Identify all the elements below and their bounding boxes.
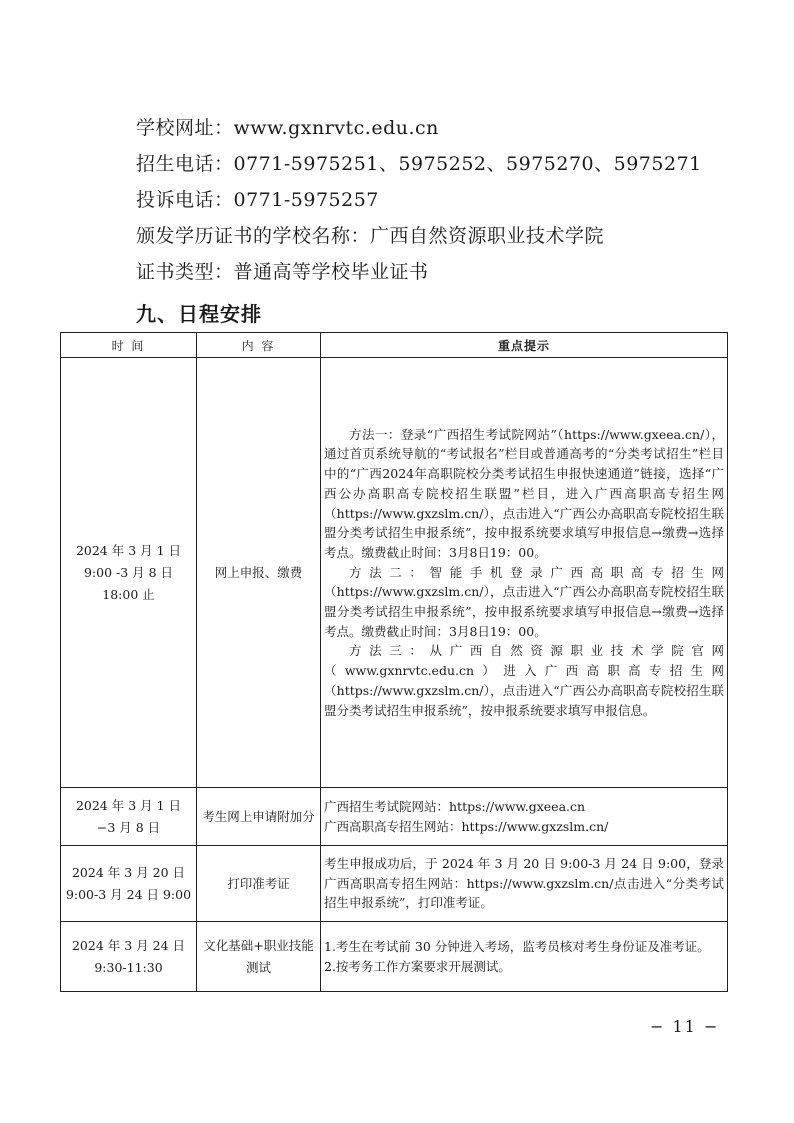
row-time: 2024 年 3 月 1 日 9:00 -3 月 8 日 18:00 止 <box>61 358 197 788</box>
section-title: 九、日程安排 <box>136 302 262 326</box>
school-info <box>136 110 756 290</box>
row-content: 考生网上申请附加分 <box>197 788 321 846</box>
table-row <box>61 358 728 788</box>
row-time <box>61 788 197 846</box>
hint-item-1: 1.考生在考试前 30 分钟进入考场，监考员核对考生身份证及准考证。 <box>324 938 710 954</box>
hint-method-1: 方法一：登录“广西招生考试院网站”（https://www.gxeea.cn/），通过首页系统导航的“考试报名”栏目或普通高考的“分类考试招生”栏目中的“广西2024年高职院校分类考试招生申报快速通道”链接，选择“广西公办高职高专院校招生联盟”栏目，进入广西高职高专招生网（https://www.gxzslm.cn/），点击进入“广西公办高职高专院校招生联盟分类考试招生申报系统”，按申报系统要求填写申报信息→缴费→选择考点。缴费截止时间：3月8日19：00。 <box>324 426 724 560</box>
header-content: 内 容 <box>197 333 321 358</box>
phone-line: 招生电话：0771-5975251、5975252、5975270、5975271 <box>136 153 702 175</box>
row-time <box>61 922 197 992</box>
header-hint: 重点提示 <box>321 333 728 358</box>
school-name-line: 颁发学历证书的学校名称：广西自然资源职业技术学院 <box>136 225 605 247</box>
time-start: 2024 年 3 月 1 日 <box>75 797 182 813</box>
row-content: 网上申报、缴费 <box>197 358 321 788</box>
table-row <box>61 788 728 846</box>
complaint-line: 投诉电话：0771-5975257 <box>136 189 379 211</box>
row-content: 打印准考证 <box>197 846 321 922</box>
table-header-row <box>61 333 728 358</box>
page-number: − 11 − <box>650 1017 720 1036</box>
schedule-table <box>60 332 728 992</box>
table-row <box>61 846 728 922</box>
row-hint <box>321 788 728 846</box>
row-hint: 考生申报成功后，于 2024 年 3 月 20 日 9:00-3 月 24 日 9:00，登录广西高职高专招生网站：https://www.gxzslm.cn/点击进入“分类考试招生申报系统”，打印准考证。 <box>321 846 728 922</box>
time-end: 9:00-3 月 24 日 9:00 <box>65 886 192 902</box>
header-time: 时 间 <box>61 333 197 358</box>
table-row <box>61 922 728 992</box>
time-start: 2024 年 3 月 20 日 <box>71 864 186 880</box>
time-end: −3 月 8 日 <box>96 819 161 835</box>
hint-item-2: 2.按考务工作方案要求开展测试。 <box>324 958 511 974</box>
hint-method-2: 方法二：智能手机登录广西高职高专招生网（https://www.gxzslm.cn/），点击进入“广西公办高职高专院校招生联盟分类考试招生申报系统”，按申报系统要求填写申报信息→缴费→选择考点。缴费截止时间：3月8日19：00。 <box>324 564 724 639</box>
row-content: 文化基础+职业技能测试 <box>197 922 321 992</box>
certificate-line: 证书类型：普通高等学校毕业证书 <box>136 261 429 283</box>
time-start: 2024 年 3 月 24 日 <box>71 937 186 953</box>
row-hint <box>321 922 728 992</box>
hint-link-2: 广西高职高专招生网站：https://www.gxzslm.cn/ <box>324 818 609 834</box>
hint-method-3: 方法三：从广西自然资源职业技术学院官网（www.gxnrvtc.edu.cn）进入广西高职高专招生网（https://www.gxzslm.cn/），点击进入“广西公办高职高专院校招生联盟分类考试招生申报系统”，按申报系统要求填写申报信息。 <box>324 643 724 718</box>
website-line: 学校网址：www.gxnrvtc.edu.cn <box>136 117 439 139</box>
row-hint <box>321 358 728 788</box>
hint-link-1: 广西招生考试院网站：https://www.gxeea.cn <box>324 798 586 814</box>
row-time <box>61 846 197 922</box>
time-end: 9:30-11:30 <box>94 959 163 975</box>
